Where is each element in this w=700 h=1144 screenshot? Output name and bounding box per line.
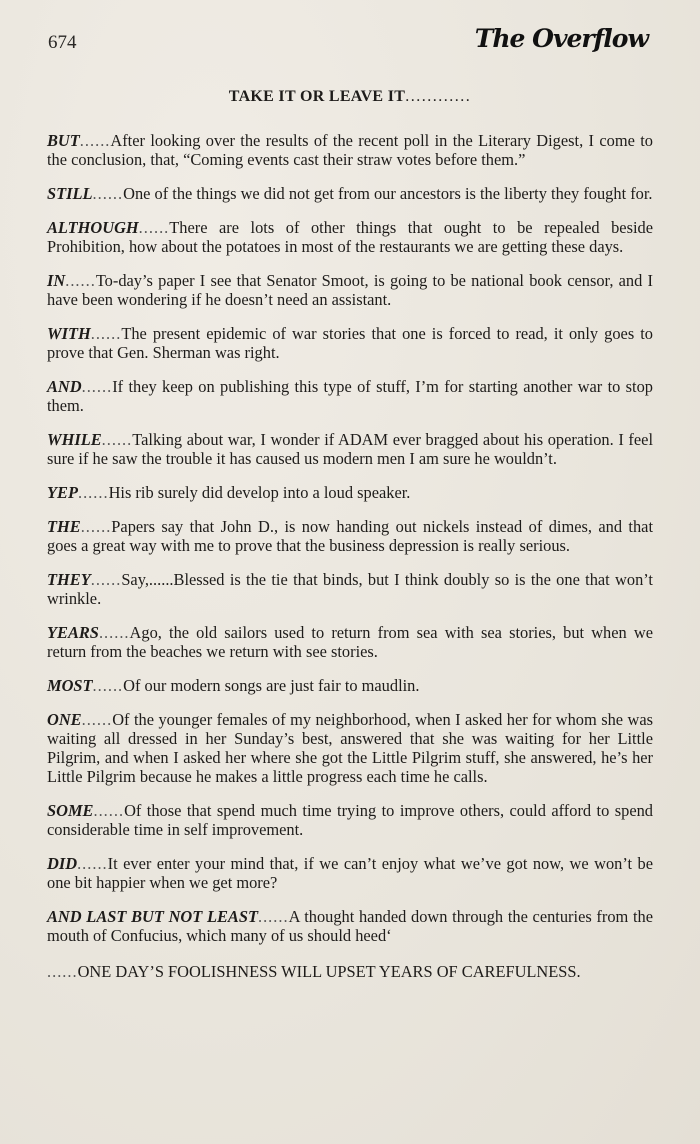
paragraph <box>47 854 653 892</box>
paragraph-keyword: IN <box>47 271 66 290</box>
paragraph <box>47 710 653 786</box>
closing-text: ONE DAY’S FOOLISHNESS WILL UPSET YEARS OF CAREFULNESS. <box>77 962 581 981</box>
paragraph-text: Of our modern songs are just fair to maudlin. <box>123 676 420 695</box>
title-dots: ............ <box>405 88 472 105</box>
paragraph <box>47 907 653 945</box>
paragraph-text: A thought handed down through the centuries from the mouth of Confucius, which many of us should heed‘ <box>47 907 654 945</box>
leader-dots: ...... <box>77 854 108 873</box>
paragraph-text: Of those that spend much time trying to improve others, could afford to spend considerable time in self improvement. <box>47 801 653 839</box>
leader-dots: ...... <box>65 271 96 290</box>
paragraph-text: One of the things we did not get from our ancestors is the liberty they fought for. <box>123 184 653 203</box>
paragraph <box>47 517 653 555</box>
paragraph <box>47 324 653 362</box>
paragraph-text: His rib surely did develop into a loud speaker. <box>108 483 411 502</box>
paragraph-text: Say,......Blessed is the tie that binds, but I think doubly so is the one that won’t wrinkle. <box>47 570 653 608</box>
page-number: 674 <box>48 32 77 53</box>
paragraph-keyword: SOME <box>47 801 94 820</box>
paragraph-text: It ever enter your mind that, if we can’t enjoy what we’ve got now, we won’t be one bit happier when we get more? <box>47 854 653 892</box>
paragraph <box>47 623 653 661</box>
paragraph-text: The present epidemic of war stories that one is forced to read, it only goes to prove that Gen. Sherman was right. <box>47 324 653 362</box>
leader-dots: ...... <box>92 676 124 695</box>
leader-dots: ...... <box>81 710 113 729</box>
paragraph <box>47 570 653 608</box>
paragraph-text: There are lots of other things that ought to be repealed beside Prohibition, how about the potatoes in most of the restaurants we are getting these days. <box>47 218 653 256</box>
paragraph-text: If they keep on publishing this type of stuff, I’m for starting another war to stop them. <box>47 377 653 415</box>
closing-dots: ...... <box>47 962 78 981</box>
paragraph <box>47 131 653 169</box>
paragraph <box>47 483 653 502</box>
paragraph <box>47 271 653 309</box>
title-text: TAKE IT OR LEAVE IT <box>228 88 406 105</box>
closing-quote <box>47 962 653 981</box>
paragraph-keyword: ONE <box>47 710 82 729</box>
paragraph-keyword: THE <box>47 517 81 536</box>
paragraph-keyword: MOST <box>47 676 93 695</box>
paragraph-keyword: YEARS <box>47 623 99 642</box>
paragraph-keyword: WHILE <box>47 430 102 449</box>
leader-dots: ...... <box>90 570 122 589</box>
paragraph-text: To-day’s paper I see that Senator Smoot, is going to be national book censor, and I have been wondering if he doesn’t need an assistant. <box>47 271 653 309</box>
paragraph <box>47 377 653 415</box>
leader-dots: ...... <box>101 430 133 449</box>
paragraph-text: Papers say that John D., is now handing out nickels instead of dimes, and that goes a great way with me to prove that the business depression is really serious. <box>47 517 653 555</box>
paragraph <box>47 430 653 468</box>
paragraph <box>47 801 653 839</box>
paragraph-keyword: STILL <box>47 184 93 203</box>
article-title <box>0 88 700 106</box>
leader-dots: ...... <box>79 131 111 150</box>
paragraph-keyword: YEP <box>47 483 78 502</box>
paragraph-text: Of the younger females of my neighborhood, when I asked her for whom she was waiting all dressed in her Sunday’s best, answered that she was waiting for her Little Pilgrim, and when I asked her where she got the Little Pilgrim stuff, she answered, he’s her Little Pilgrim because he makes a little progress each time he calls. <box>47 710 653 786</box>
paragraph-keyword: DID <box>47 854 78 873</box>
leader-dots: ...... <box>80 517 112 536</box>
paragraph-keyword: BUT <box>47 131 80 150</box>
leader-dots: ...... <box>92 184 124 203</box>
paragraph-text: Talking about war, I wonder if ADAM ever bragged about his operation. I feel sure if he saw the trouble it has caused us modern men I am sure he wouldn’t. <box>47 430 653 468</box>
running-head-logo: The Overflow <box>474 24 648 53</box>
paragraph <box>47 676 653 695</box>
leader-dots: ...... <box>93 801 125 820</box>
paragraph-keyword: AND <box>47 377 82 396</box>
leader-dots: ...... <box>77 483 109 502</box>
paragraph-text: After looking over the results of the recent poll in the Literary Digest, I come to the conclusion, that, “Coming events cast their straw votes before them.” <box>47 131 653 169</box>
leader-dots: ...... <box>98 623 130 642</box>
leader-dots: ...... <box>138 218 170 237</box>
paragraph-keyword: THEY <box>47 570 91 589</box>
paragraph-keyword: ALTHOUGH <box>47 218 139 237</box>
article-body <box>47 131 653 997</box>
paragraph-keyword: AND LAST BUT NOT LEAST <box>47 907 258 926</box>
paragraph-text: Ago, the old sailors used to return from sea with sea stories, but when we return from the beaches we return with see stories. <box>47 623 653 661</box>
leader-dots: ...... <box>257 907 289 926</box>
leader-dots: ...... <box>81 377 113 396</box>
paragraph <box>47 218 653 256</box>
paragraph <box>47 184 653 203</box>
leader-dots: ...... <box>90 324 122 343</box>
paragraph-keyword: WITH <box>47 324 91 343</box>
